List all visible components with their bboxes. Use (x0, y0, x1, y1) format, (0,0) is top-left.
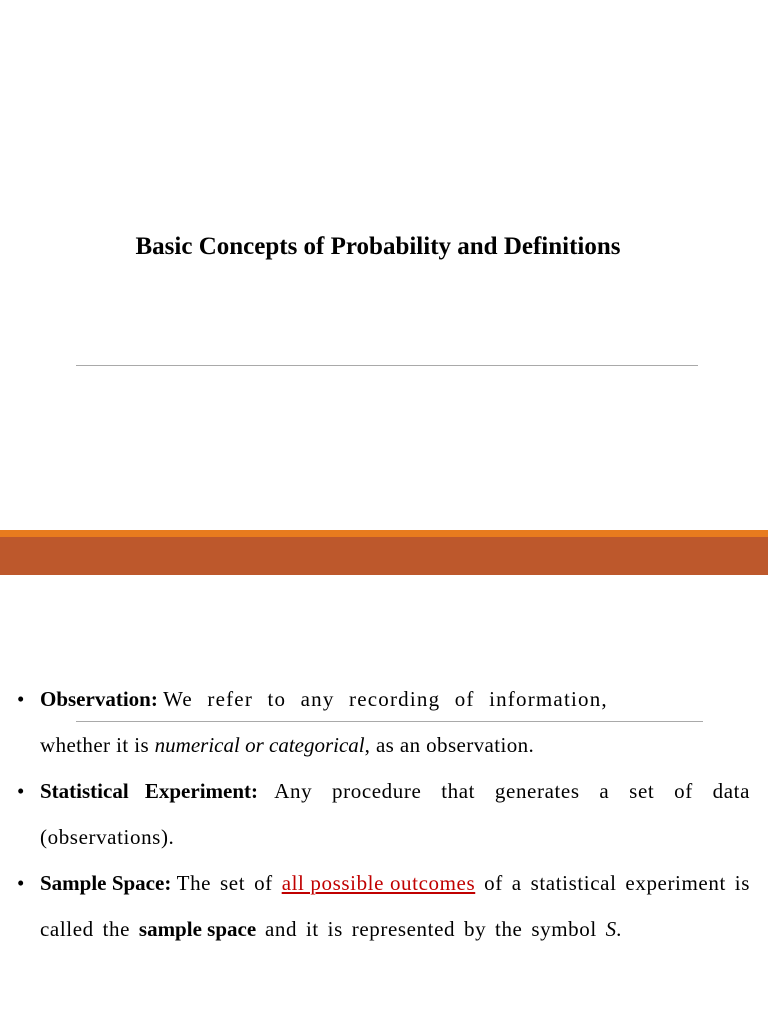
slide-divider-band (0, 537, 768, 575)
sample-space-strong: sample space (138, 917, 257, 941)
content-slide (0, 575, 768, 1024)
sample-space-text-before-link: The set of (176, 871, 282, 895)
statistical-experiment-definition: Any procedure that generates a set of data (observations). (40, 779, 751, 849)
observation-emphasis: numerical or categorical (154, 733, 365, 757)
bullet-observation (17, 676, 750, 768)
definition-list (17, 676, 750, 952)
sample-space-symbol: S (605, 917, 617, 941)
term-statistical-experiment: Statistical Experiment: (40, 779, 259, 803)
observation-line2-start: whether it is (40, 733, 155, 757)
bullet-statistical-experiment (17, 768, 750, 860)
bullet-marker: • (17, 779, 25, 803)
slide-title: Basic Concepts of Probability and Definitions (135, 233, 621, 260)
all-possible-outcomes-link[interactable]: all possible outcomes (281, 871, 476, 895)
term-observation: Observation: (40, 687, 158, 711)
title-divider-line (76, 365, 698, 366)
observation-line2-end: , as an observation. (364, 733, 535, 757)
bullet-marker: • (17, 871, 25, 895)
slide-divider-accent (0, 530, 768, 537)
observation-line1: We refer to any recording of information, (163, 687, 608, 711)
bullet-sample-space (17, 860, 750, 952)
sample-space-text-after-link: of a statistical experiment is called the (40, 871, 751, 941)
sample-space-period: . (616, 917, 622, 941)
term-sample-space: Sample Space: (40, 871, 172, 895)
sample-space-text-end: and it is represented by the symbol (256, 917, 606, 941)
bullet-marker: • (17, 687, 25, 711)
